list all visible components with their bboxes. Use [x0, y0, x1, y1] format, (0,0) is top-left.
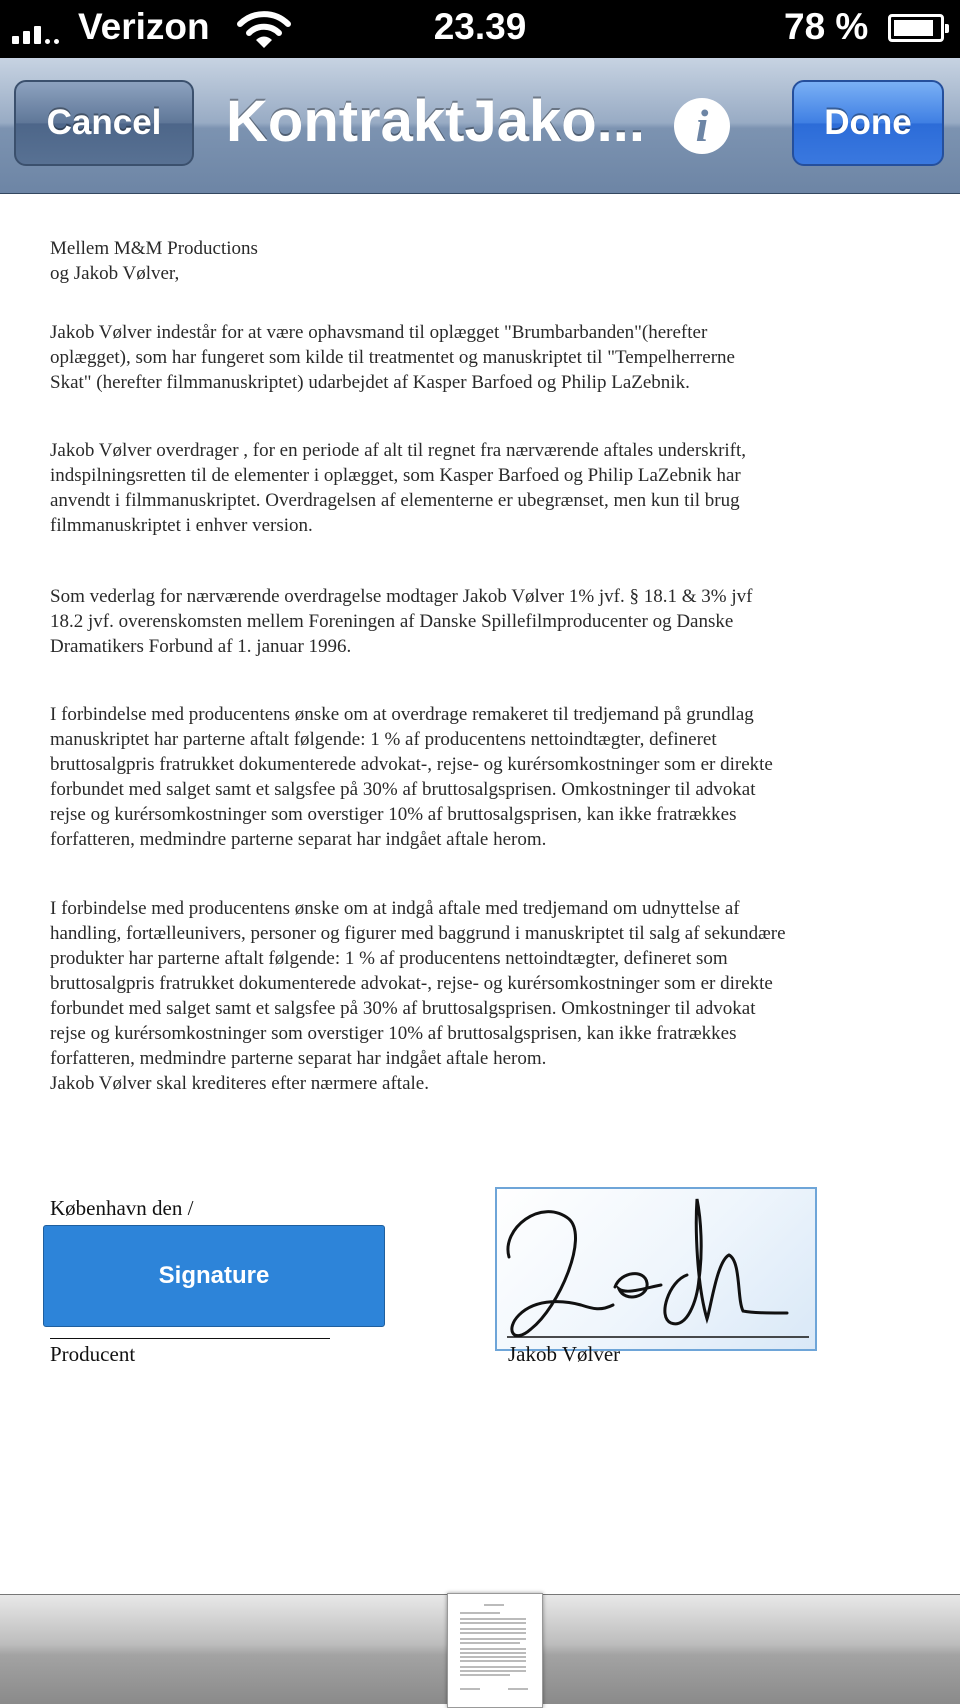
document-title: KontraktJako...	[226, 89, 645, 154]
navigation-bar	[0, 58, 960, 194]
cancel-button[interactable]: Cancel	[14, 80, 194, 166]
document-paragraph: I forbindelse med producentens ønske om at indgå aftale med tredjemand om udnyttelse af handling, fortælleunivers, personer og figurer med baggrund i manuskriptet til salg af sekundære produkter har parterne aftalt følgende: 1 % af producentens nettoindtægter, defineret som bruttosalgpris fratrukket dokumenterede advokat-, rejse- og kurérsomkostninger som er direkte forbundet med salget samt et salgsfee på 30% af bruttosalgsprisen. Omkostninger til advokat rejse og kurérsomkostninger som overstiger 10% af bruttosalgsprisen, kan ikke fratrækkes forfatteren, medmindre parterne separat har indgået aftale herom. Jakob Vølver skal krediteres efter nærmere aftale.	[50, 898, 786, 1094]
document-paragraph: I forbindelse med producentens ønske om at overdrage remakeret til tredjemand på grundlag manuskriptet har parterne aftalt følgende: 1 % af producentens nettoindtægter, defineret bruttosalgpris fratrukket dokumenterede advokat-, rejse- og kurérsomkostninger som er direkte forbundet med salget samt et salgsfee på 30% af bruttosalgsprisen. Omkostninger til advokat rejse og kurérsomkostninger som overstiger 10% af bruttosalgsprisen, kan ikke fratrækkes forfatteren, medmindre parterne separat har indgået aftale herom.	[50, 704, 773, 850]
battery-icon	[888, 14, 944, 42]
document-paragraph: Mellem M&M Productions og Jakob Vølver,	[50, 238, 258, 284]
document-paragraph: Som vederlag for nærværende overdragelse modtager Jakob Vølver 1% jvf. § 18.1 & 3% jvf 18.2 jvf. overenskomsten mellem Foreningen af Danske Spillefilmproducenter og Danske Dramatikers Forbund af 1. januar 1996.	[50, 586, 753, 657]
bottom-toolbar	[0, 1594, 960, 1704]
signature-line	[50, 1338, 330, 1339]
document-page	[0, 194, 960, 1594]
carrier-name: Verizon	[78, 6, 210, 47]
done-button[interactable]: Done	[792, 80, 944, 166]
info-icon[interactable]: i	[674, 98, 730, 154]
place-date-label: København den /	[50, 1196, 194, 1220]
signature-field[interactable]	[495, 1187, 817, 1351]
battery-percent: 78 %	[784, 6, 869, 47]
producer-label: Producent	[50, 1342, 136, 1366]
status-time: 23.39	[433, 6, 527, 47]
status-bar	[0, 0, 960, 58]
document-paragraph: Jakob Vølver overdrager , for en periode af alt til regnet fra nærværende aftales underskrift, indspilningsretten til de elementer i oplægget, som Kasper Barfoed og Philip LaZebnik har anvendt i filmmanuskriptet. Overdragelsen af elementerne er ubegrænset, men kun til brug filmmanuskriptet i enhver version.	[50, 440, 747, 536]
signer-label: Jakob Vølver	[508, 1342, 621, 1366]
signature-button[interactable]: Signature	[43, 1225, 385, 1327]
page-thumbnail[interactable]	[447, 1593, 543, 1708]
document-paragraph: Jakob Vølver indestår for at være ophavsmand til oplægget "Brumbarbanden"(herefter oplægget), som har fungeret som kilde til treatmentet og manuskriptet til "Tempelherrerne Skat" (herefter filmmanuskriptet) udarbejdet af Kasper Barfoed og Philip LaZebnik.	[50, 322, 735, 393]
handwritten-signature	[497, 1189, 815, 1349]
